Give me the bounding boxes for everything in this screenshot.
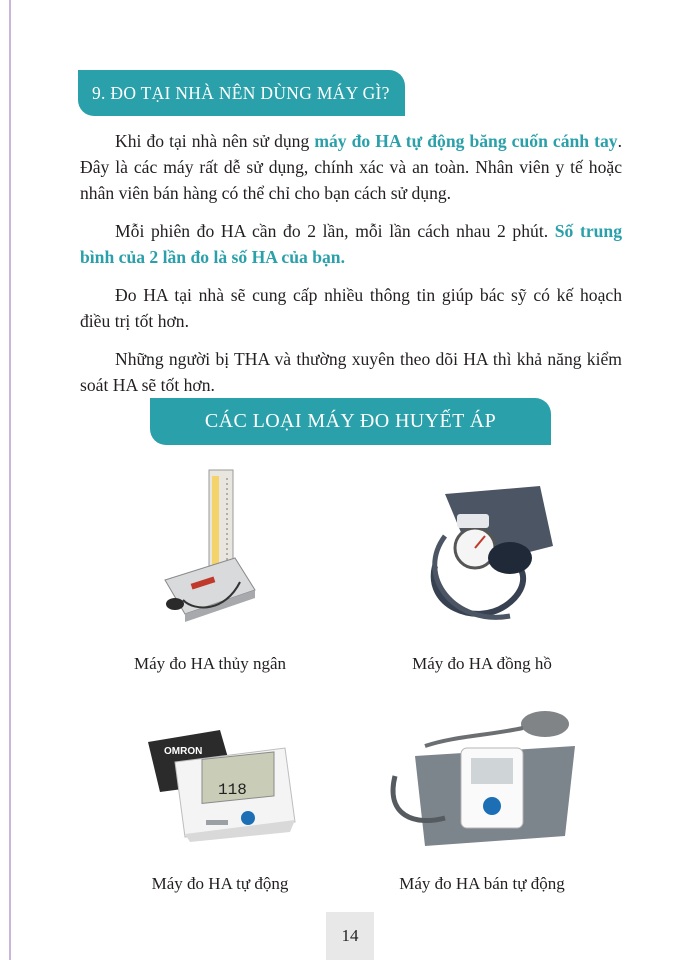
page-number: 14 — [326, 912, 374, 960]
device-types-title: CÁC LOẠI MÁY ĐO HUYẾT ÁP — [204, 410, 497, 432]
page-left-rule — [9, 0, 11, 960]
highlight-average: Số trung bình của 2 lần đo là số HA của bạn. — [80, 221, 622, 267]
caption-semi-automatic: Máy đo HA bán tự động — [399, 874, 565, 893]
automatic-monitor-image — [140, 722, 300, 842]
caption-automatic: Máy đo HA tự động — [151, 874, 289, 893]
paragraph-1: Khi đo tại nhà nên sử dụng máy đo HA tự động băng cuốn cánh tay. Đây là các máy rất dễ sử dụng, chính xác và an toàn. Nhân viên y tế hoặc nhân viên bán hàng có thể chỉ cho bạn cách sử dụng. — [80, 131, 622, 203]
question-header — [78, 70, 405, 116]
caption-mercury: Máy đo HA thủy ngân — [133, 654, 287, 673]
aneroid-sphygmomanometer-image — [415, 476, 555, 636]
semi-automatic-monitor-image — [385, 706, 580, 856]
caption-aneroid: Máy đo HA đồng hồ — [412, 654, 552, 673]
paragraph-4: Những người bị THA và thường xuyên theo dõi HA thì khả năng kiểm soát HA sẽ tốt hơn. — [80, 349, 622, 395]
paragraph-2: Mỗi phiên đo HA cần đo 2 lần, mỗi lần cách nhau 2 phút. Số trung bình của 2 lần đo là số HA của bạn. — [80, 221, 622, 267]
question-title: 9. ĐO TẠI NHÀ NÊN DÙNG MÁY GÌ? — [92, 82, 390, 103]
cuff-brand-text: OMRON — [164, 746, 203, 757]
paragraph-3: Đo HA tại nhà sẽ cung cấp nhiều thông tin giúp bác sỹ có kế hoạch điều trị tốt hơn. — [80, 285, 622, 331]
body-text — [80, 128, 622, 410]
device-types-banner — [150, 398, 551, 445]
mercury-sphygmomanometer-image — [155, 462, 265, 632]
display-reading: 118 — [218, 781, 247, 799]
highlight-cuff-device: máy đo HA tự động băng cuốn cánh tay — [314, 131, 618, 151]
